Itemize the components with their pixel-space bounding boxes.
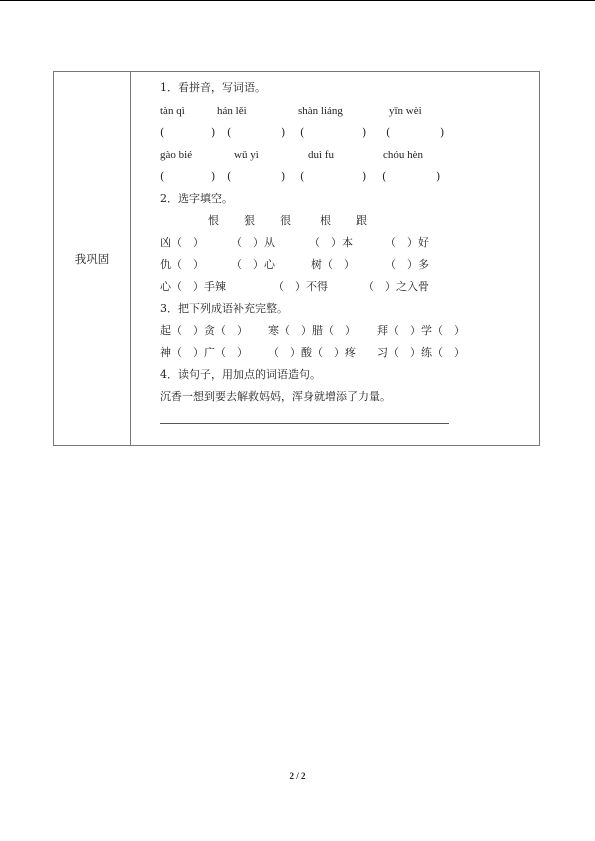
column-divider <box>130 72 131 445</box>
paren-open: ( <box>160 170 165 183</box>
paren-open: ( <box>386 126 391 139</box>
paren-close: ) <box>436 170 441 183</box>
exercise-content <box>160 72 535 445</box>
pinyin-4: yīn wèi <box>389 105 422 117</box>
q1-title: 1．看拼音，写词语。 <box>160 81 266 94</box>
paren-close: ) <box>281 170 286 183</box>
paren-open: ( <box>382 170 387 183</box>
choice-char: 根 <box>320 214 331 227</box>
paren-open: ( <box>300 170 305 183</box>
fill-item: （ ）不得 <box>273 280 328 293</box>
paren-close: ) <box>211 170 216 183</box>
pinyin-2: hán lěi <box>217 105 247 117</box>
paren-close: ) <box>211 126 216 139</box>
paren-close: ) <box>362 126 367 139</box>
section-label: 我巩固 <box>74 251 110 266</box>
paren-close: ) <box>281 126 286 139</box>
pinyin-8: chóu hèn <box>383 149 424 161</box>
fill-item: （ ）从 <box>231 236 275 249</box>
paren-open: ( <box>160 126 165 139</box>
fill-item: （ ）本 <box>309 236 353 249</box>
paren-open: ( <box>227 170 232 183</box>
choice-char: 狠 <box>244 214 255 227</box>
fill-item: 树（ ） <box>311 258 355 271</box>
paren-close: ) <box>362 170 367 183</box>
idiom-item: 寒（ ）腊（ ） <box>268 324 356 337</box>
choice-char: 恨 <box>208 214 219 227</box>
fill-item: 心（ ）手辣 <box>160 280 226 293</box>
choice-char: 很 <box>280 214 291 227</box>
paren-open: ( <box>227 126 232 139</box>
q4-title: 4．读句子，用加点的词语造句。 <box>160 368 321 381</box>
answer-line[interactable] <box>160 423 449 424</box>
paren-open: ( <box>300 126 305 139</box>
fill-item: （ ）好 <box>385 236 429 249</box>
q2-title: 2．选字填空。 <box>160 192 233 205</box>
pinyin-3: shàn liáng <box>298 105 343 117</box>
fill-item: （ ）多 <box>385 258 429 271</box>
fill-item: 凶（ ） <box>160 236 204 249</box>
page-number: 2 / 2 <box>289 771 306 781</box>
q3-title: 3．把下列成语补充完整。 <box>160 302 288 315</box>
q4-sentence: 沉香一想到要去解救妈妈，浑身就增添了力量。 <box>160 390 391 403</box>
idiom-item: 习（ ）练（ ） <box>377 346 465 359</box>
idiom-item: 神（ ）广（ ） <box>160 346 248 359</box>
top-rule <box>0 0 595 1</box>
idiom-item: 拜（ ）学（ ） <box>377 324 465 337</box>
paren-close: ) <box>440 126 445 139</box>
idiom-item: （ ）酸（ ）疼 <box>268 346 356 359</box>
choice-char: 跟 <box>356 214 367 227</box>
fill-item: 仇（ ） <box>160 258 204 271</box>
pinyin-6: wǔ yì <box>234 149 259 161</box>
pinyin-5: gào bié <box>160 149 193 161</box>
pinyin-1: tàn qì <box>160 105 185 117</box>
exercise-table <box>53 71 540 446</box>
pinyin-7: duì fu <box>308 149 334 161</box>
fill-item: （ ）之入骨 <box>363 280 429 293</box>
fill-item: （ ）心 <box>231 258 275 271</box>
idiom-item: 起（ ）贪（ ） <box>160 324 248 337</box>
